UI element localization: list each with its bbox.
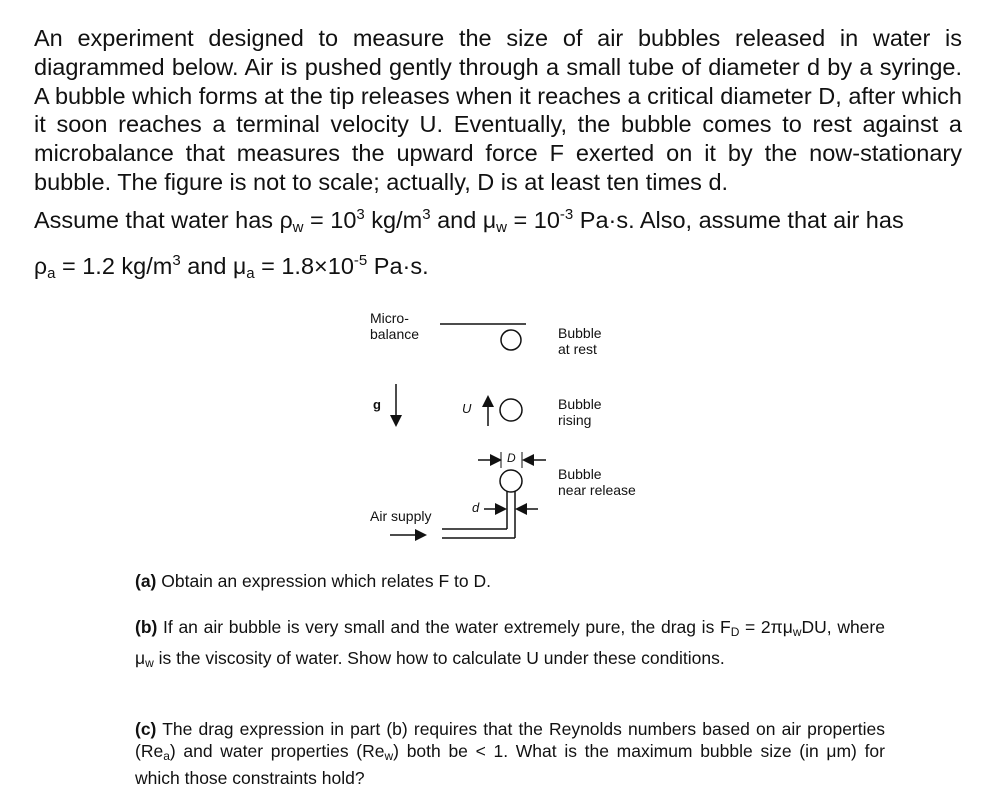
air-supply-label: Air supply bbox=[370, 508, 432, 524]
microbalance-label bbox=[370, 310, 419, 342]
rho-w-unit: kg/m bbox=[364, 207, 423, 233]
question-c bbox=[135, 718, 885, 789]
bubble-at-rest-label bbox=[558, 325, 602, 357]
d-big-label: D bbox=[507, 451, 516, 465]
mu-a-symbol: μ bbox=[232, 253, 247, 279]
bubble-at-rest-label-line1: Bubble bbox=[558, 325, 602, 341]
question-b-text-1: If an air bubble is very small and the water extremely pure, the drag is F bbox=[157, 617, 731, 637]
mu-a-subscript: a bbox=[246, 265, 255, 282]
question-b-text-2: = 2πμ bbox=[739, 617, 793, 637]
bubble-rising bbox=[500, 399, 522, 421]
velocity-label: U bbox=[462, 401, 472, 416]
mu-w-unit: Pa·s. Also, assume that air has bbox=[573, 207, 904, 233]
question-b-label: (b) bbox=[135, 617, 158, 637]
question-c-label: (c) bbox=[135, 719, 157, 739]
rho-a-symbol: ρ bbox=[34, 253, 48, 279]
mu-w-value: = 10 bbox=[506, 207, 560, 233]
gravity-label: g bbox=[373, 397, 381, 412]
question-b-text-3: DU, where μ bbox=[135, 617, 885, 668]
and-text-1: and bbox=[430, 207, 483, 233]
bubble-rising-label-line2: rising bbox=[558, 412, 592, 428]
bubble-at-rest-label-line2: at rest bbox=[558, 341, 597, 357]
mu-a-unit: Pa·s. bbox=[367, 253, 429, 279]
rho-a-subscript: a bbox=[47, 265, 56, 282]
bubble-near-release bbox=[500, 470, 522, 492]
question-b-sub-3: w bbox=[145, 656, 154, 670]
rho-w-unit-exponent: 3 bbox=[422, 206, 431, 223]
rho-w-subscript: w bbox=[292, 219, 304, 236]
question-b bbox=[135, 614, 885, 676]
bubble-near-release-label bbox=[558, 466, 636, 498]
microbalance-label-line2: balance bbox=[370, 326, 420, 342]
question-b-sub-2: w bbox=[792, 625, 802, 639]
microbalance-label-line1: Micro- bbox=[370, 310, 409, 326]
bubble-at-rest bbox=[501, 330, 521, 350]
mu-a-value: = 1.8×10 bbox=[254, 253, 354, 279]
question-c-text-1: The drag expression in part (b) requires that the Reynolds numbers based on air properties (Re bbox=[135, 719, 885, 761]
question-c-text-3: ) both be < 1. What is the maximum bubble size (in μm) for which those constraints hold? bbox=[135, 741, 885, 788]
bubble-near-release-label-line1: Bubble bbox=[558, 466, 602, 482]
rho-a-value: = 1.2 kg/m bbox=[55, 253, 173, 279]
mu-w-symbol: μ bbox=[482, 207, 497, 233]
question-a-label: (a) bbox=[135, 571, 157, 591]
and-text-2: and bbox=[180, 253, 233, 279]
rho-w-exponent: 3 bbox=[356, 206, 365, 223]
question-a-text: Obtain an expression which relates F to D. bbox=[156, 571, 491, 591]
mu-w-exponent: -3 bbox=[559, 206, 574, 223]
bubble-rising-label-line1: Bubble bbox=[558, 396, 602, 412]
question-c-sub-1: a bbox=[163, 749, 170, 763]
water-prefix: Assume that water has bbox=[34, 207, 280, 233]
bubble-rising-label bbox=[558, 396, 602, 428]
question-a bbox=[135, 568, 885, 594]
question-b-text-4: is the viscosity of water. Show how to calculate U under these conditions. bbox=[153, 648, 725, 668]
mu-a-exponent: -5 bbox=[353, 252, 368, 269]
intro-paragraph: An experiment designed to measure the size of air bubbles released in water is diagrammed below. Air is pushed gently through a small tube of diameter d by a syringe. A bubble which forms at the tip releases when it reaches a critical diameter D, after which it soon reaches a terminal velocity U. Eventually, the bubble comes to rest against a microbalance that measures the upward force F exerted on it by the now-stationary bubble. The figure is not to scale; actually, D is at least ten times d. bbox=[34, 25, 962, 195]
rho-w-symbol: ρ bbox=[279, 207, 293, 233]
rho-w-value: = 10 bbox=[303, 207, 357, 233]
question-c-text-2: ) and water properties (Re bbox=[169, 741, 385, 761]
question-b-sub-1: D bbox=[730, 625, 740, 639]
d-small-label: d bbox=[472, 500, 480, 515]
rho-a-exponent: 3 bbox=[172, 252, 181, 269]
question-c-sub-2: w bbox=[384, 749, 394, 763]
mu-w-subscript: w bbox=[496, 219, 507, 236]
bubble-near-release-label-line2: near release bbox=[558, 482, 636, 498]
